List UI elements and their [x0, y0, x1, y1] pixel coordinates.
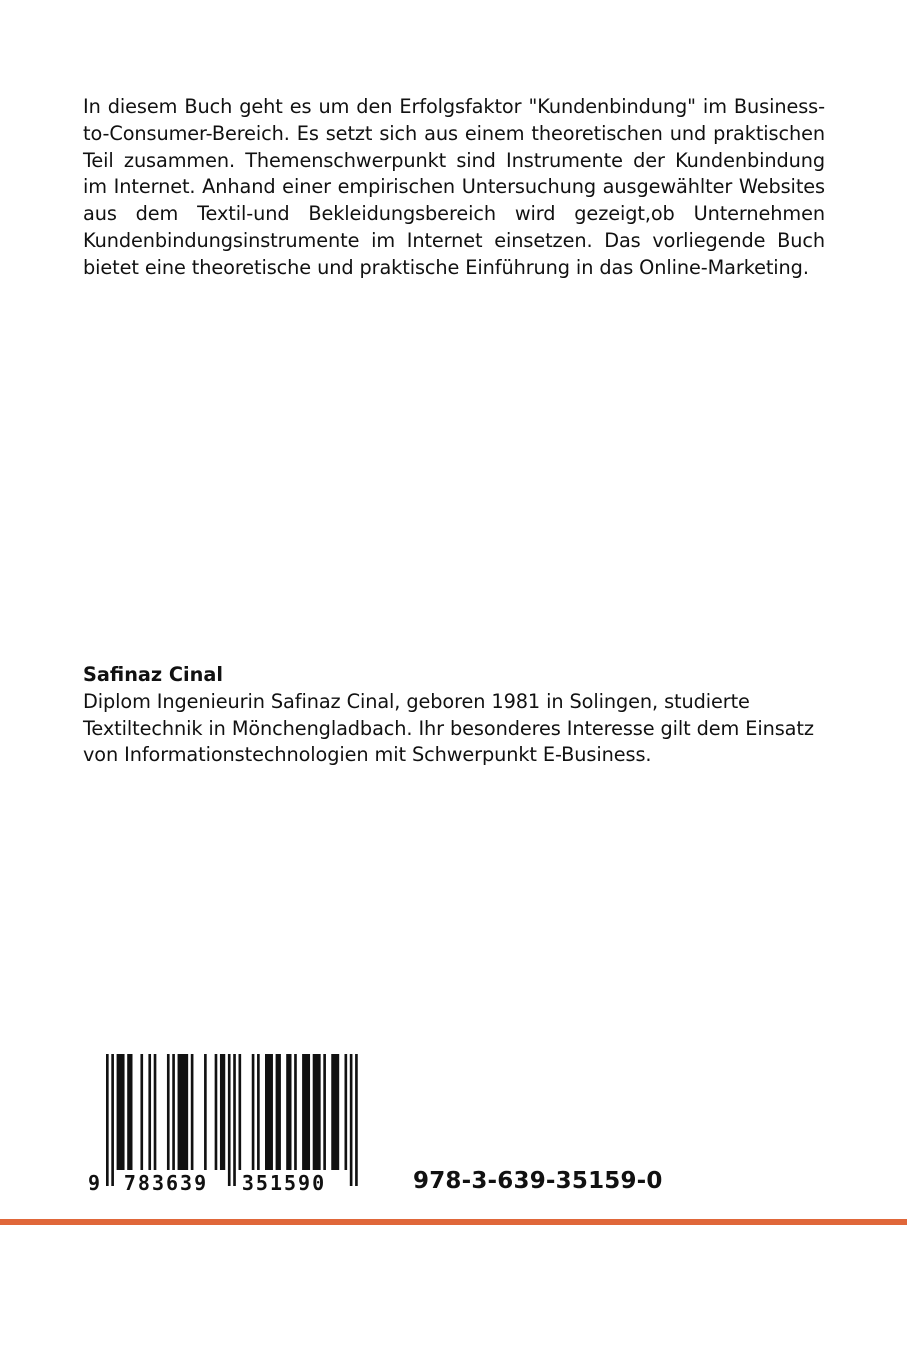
barcode-bars	[106, 1054, 358, 1186]
barcode-bar	[172, 1054, 175, 1170]
barcode-bar	[323, 1054, 326, 1170]
barcode-guard-bar	[111, 1054, 114, 1186]
author-name: Safinaz Cinal	[83, 663, 223, 686]
footer-stripe	[0, 1219, 907, 1225]
author-section	[83, 662, 843, 769]
barcode-bar	[148, 1054, 151, 1170]
barcode-bar	[294, 1054, 297, 1170]
author-bio: Diplom Ingenieurin Safinaz Cinal, geboren 1981 in Solingen, studierte Textiltechnik in Mönchengladbach. Ihr besonderes Interesse gilt dem Einsatz von Informationstechnologien mit Schwerpunkt E-Business.	[83, 689, 814, 767]
barcode-bar	[239, 1054, 242, 1170]
barcode-bar	[302, 1054, 310, 1170]
barcode-bar	[257, 1054, 260, 1170]
barcode-bar	[220, 1054, 225, 1170]
barcode-guard-bar	[228, 1054, 231, 1186]
barcode-bar	[313, 1054, 321, 1170]
barcode-guard-bar	[106, 1054, 109, 1186]
isbn-barcode	[84, 1052, 359, 1197]
barcode-bar	[331, 1054, 339, 1170]
barcode-lead-digit: 9	[88, 1171, 101, 1195]
barcode-bar	[345, 1054, 348, 1170]
barcode-bar	[204, 1054, 207, 1170]
barcode-bar	[167, 1054, 170, 1170]
barcode-guard-bar	[350, 1054, 353, 1186]
isbn-number: 978-3-639-35159-0	[413, 1168, 663, 1194]
back-cover-blurb: In diesem Buch geht es um den Erfolgsfaktor "Kundenbindung" im Business-to-Consumer-Bereich. Es setzt sich aus einem theoretischen und praktischen Teil zusammen. Themenschwerpunkt sind Instrumente der Kundenbindung im Internet. Anhand einer empirischen Untersuchung ausgewählter Websites aus dem Textil-und Bekleidungsbereich wird gezeigt,ob Unternehmen Kundenbindungsinstrumente im Internet einsetzen. Das vorliegende Buch bietet eine theoretische und praktische Einführung in das Online-Marketing.	[83, 95, 825, 279]
barcode-right-digits: 351590	[241, 1171, 327, 1195]
barcode-bar	[154, 1054, 157, 1170]
barcode-bar	[215, 1054, 218, 1170]
barcode-bar	[252, 1054, 255, 1170]
barcode-left-digits: 783639	[123, 1171, 209, 1195]
barcode-bar	[276, 1054, 281, 1170]
barcode-bar	[191, 1054, 194, 1170]
barcode-guard-bar	[355, 1054, 358, 1186]
barcode-bar	[140, 1054, 143, 1170]
barcode-guard-bar	[233, 1054, 236, 1186]
barcode-bar	[127, 1054, 132, 1170]
barcode-bar	[286, 1054, 291, 1170]
barcode-bar	[265, 1054, 273, 1170]
barcode-bar	[178, 1054, 189, 1170]
barcode-bar	[117, 1054, 125, 1170]
